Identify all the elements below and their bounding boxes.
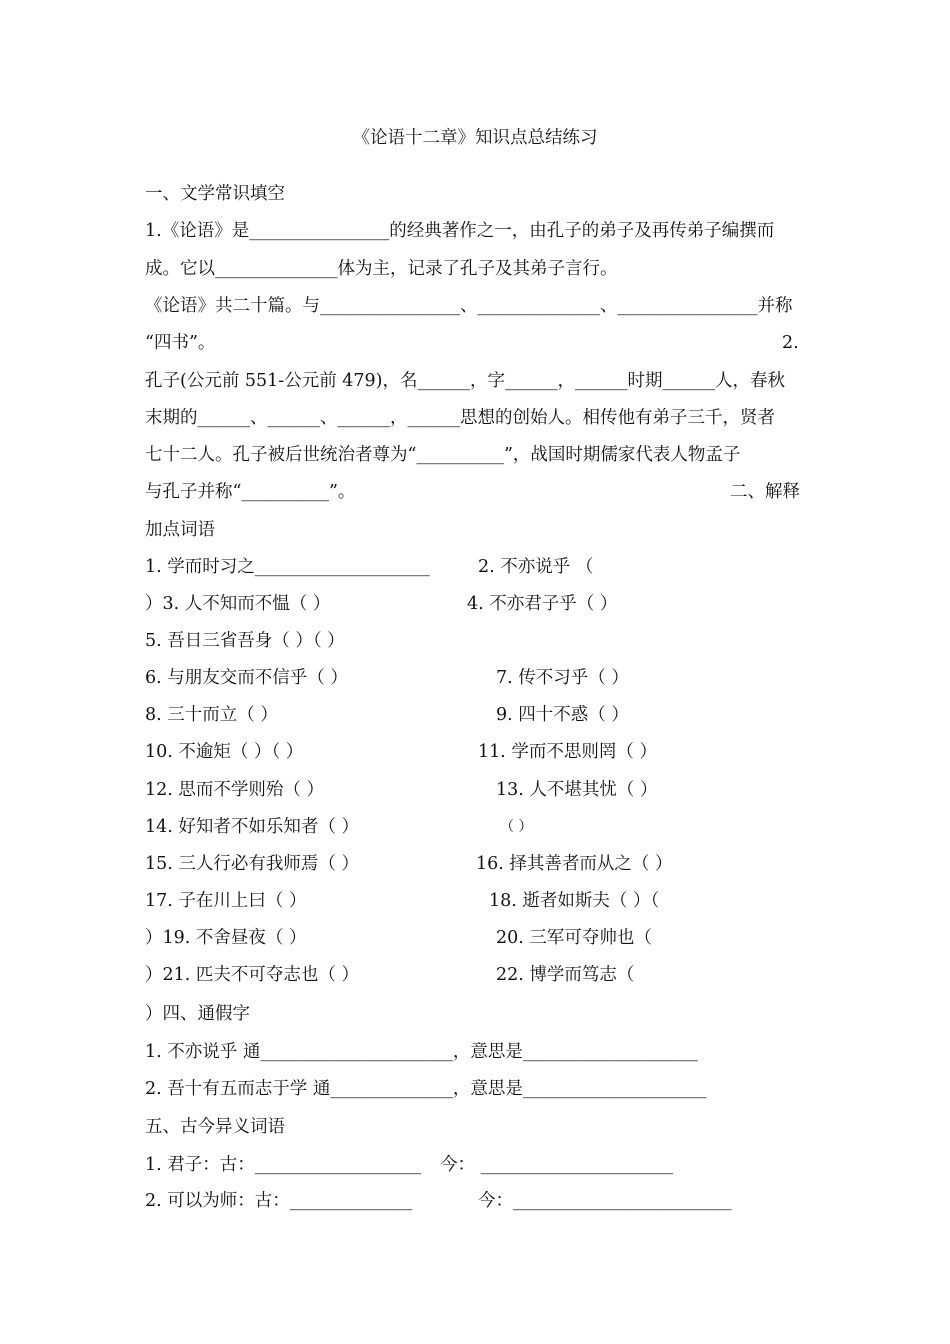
tongjia-item: 1. 不亦说乎 通______________________，意思是____________________: [145, 1042, 698, 1062]
text-line: 孔子(公元前 551-公元前 479)，名______，字______，______时期______人，春秋: [145, 371, 785, 391]
gujin-item: 2. 可以为师：古：______________: [145, 1191, 413, 1211]
text-line: 与孔子并称“__________”。: [145, 482, 356, 502]
section-4-heading: ）四、通假字: [145, 1004, 250, 1024]
question-item: 12. 思而不学则殆（ ）: [145, 780, 324, 800]
tongjia-item: 2. 吾十有五而志于学 通______________，意思是_____________________: [145, 1079, 707, 1099]
question-item: 18. 逝者如斯夫（ ）（: [489, 891, 660, 911]
question-item: 15. 三人行必有我师焉（ ）: [145, 854, 359, 874]
text-line: 1.《论语》是________________的经典著作之一，由孔子的弟子及再传弟子编撰而: [145, 221, 775, 241]
question-item: 5. 吾日三省吾身（ ）（ ）: [145, 631, 345, 651]
text-line: “四书”。: [145, 333, 216, 353]
question-item: 10. 不逾矩（ ）（ ）: [145, 742, 304, 762]
page-title: 《论语十二章》知识点总结练习: [352, 128, 598, 148]
item-number: 2.: [782, 333, 799, 353]
question-item: 4. 不亦君子乎（ ）: [467, 594, 618, 614]
question-item: 1. 学而时习之____________________: [145, 557, 430, 577]
text-line: 末期的______、______、______，______思想的创始人。相传他有弟子三千，贤者: [145, 408, 775, 428]
question-item: 8. 三十而立（ ）: [145, 705, 278, 725]
question-item: （ ）: [500, 819, 533, 835]
question-item: 16. 择其善者而从之（ ）: [476, 854, 673, 874]
question-item: 2. 不亦说乎 （: [478, 557, 594, 577]
section-2-heading: 二、解释: [730, 482, 800, 502]
section-1-heading: 一、文学常识填空: [145, 184, 285, 204]
section-5-heading: 五、古今异义词语: [145, 1117, 285, 1137]
question-item: 17. 子在川上曰（ ）: [145, 891, 307, 911]
text-line: 成。它以______________体为主，记录了孔子及其弟子言行。: [145, 259, 618, 279]
question-item: 13. 人不堪其忧（ ）: [496, 780, 658, 800]
question-item: 6. 与朋友交而不信乎（ ）: [145, 668, 348, 688]
gujin-item: 今：_________________________: [478, 1191, 732, 1211]
question-item: 11. 学而不思则罔（ ）: [478, 742, 657, 762]
question-item: 22. 博学而笃志（: [496, 965, 635, 985]
section-2-subheading: 加点词语: [145, 520, 215, 540]
gujin-item: 1. 君子：古：___________________: [145, 1155, 422, 1175]
text-line: 《论语》共二十篇。与________________、______________、________________并称: [145, 296, 793, 316]
text-line: 七十二人。孔子被后世统治者尊为“__________”，战国时期儒家代表人物孟子: [145, 445, 741, 465]
question-item: 20. 三军可夺帅也（: [496, 928, 652, 948]
question-item: 7. 传不习乎（ ）: [496, 668, 629, 688]
question-item: ）19. 不舍昼夜（ ）: [145, 928, 307, 948]
gujin-item: 今： ______________________: [440, 1155, 674, 1175]
question-item: 9. 四十不惑（ ）: [496, 705, 629, 725]
question-item: ）21. 匹夫不可夺志也（ ）: [145, 965, 359, 985]
question-item: ）3. 人不知而不愠（ ）: [145, 594, 331, 614]
question-item: 14. 好知者不如乐知者（ ）: [145, 817, 359, 837]
